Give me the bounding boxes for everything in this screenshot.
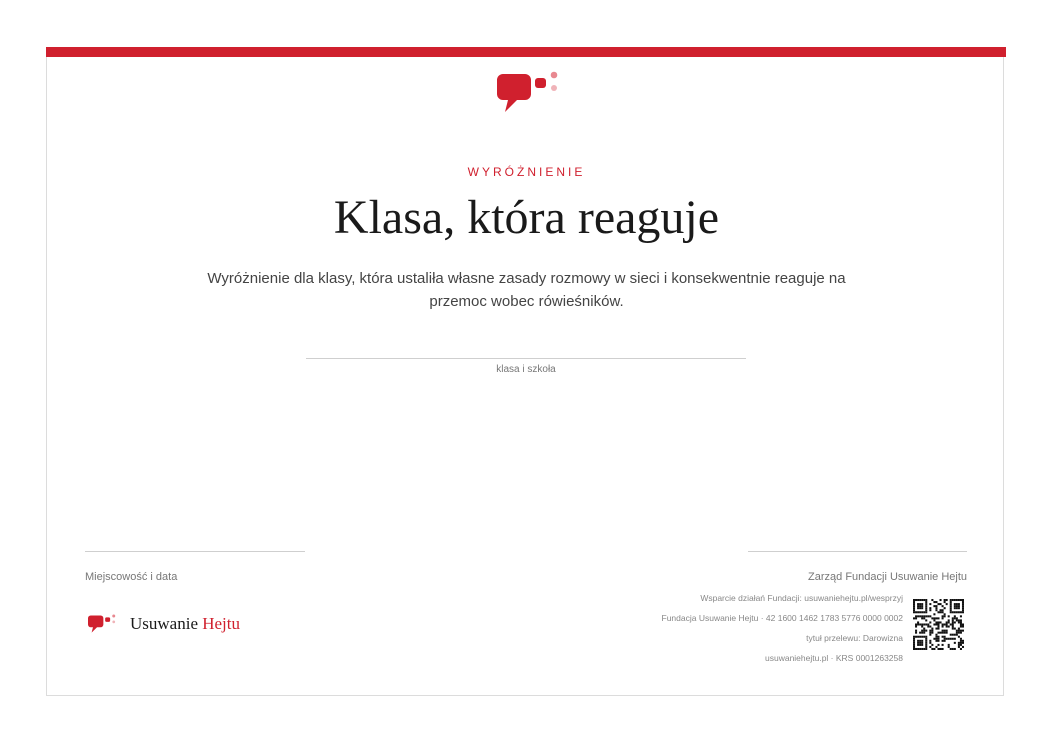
transfer-title-text: tytuł przelewu: Darowizna [806, 633, 903, 643]
brand-name [130, 614, 240, 634]
brand-name-part1: Usuwanie [130, 614, 198, 633]
foundation-info [662, 588, 904, 668]
speech-bubble-logo-icon [88, 612, 116, 638]
bank-account-text: Fundacja Usuwanie Hejtu · 42 1600 1462 1783 5776 0000 0002 [661, 613, 903, 623]
school-label: klasa i szkoła [496, 364, 556, 375]
board-label: Zarząd Fundacji Usuwanie Hejtu [808, 571, 967, 583]
place-date-line [85, 551, 305, 552]
support-link-text: Wsparcie działań Fundacji: usuwaniehejtu.pl/wesprzyj [700, 593, 903, 603]
site-krs-text: usuwaniehejtu.pl · KRS 0001263258 [765, 653, 903, 663]
school-signature-line [306, 358, 746, 359]
qr-code-icon [913, 599, 964, 650]
board-signature-line [748, 551, 967, 552]
top-accent-bar [46, 47, 1006, 57]
eyebrow-label: WYRÓŻNIENIE [467, 165, 586, 179]
certificate-title: Klasa, która reaguje [333, 191, 720, 244]
certificate-description: Wyróżnienie dla klasy, która ustaliła własne zasady rozmowy w sieci i konsekwentnie reaguje na przemoc wobec rówieśników. [207, 270, 846, 310]
speech-bubble-logo-icon [497, 70, 559, 120]
place-date-label: Miejscowość i data [85, 571, 178, 583]
brand-name-part2: Hejtu [202, 614, 241, 633]
